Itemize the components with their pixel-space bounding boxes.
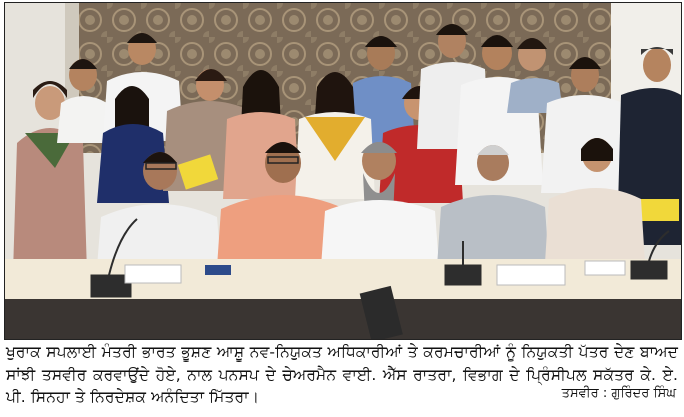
photo-caption: ਖੁਰਾਕ ਸਪਲਾਈ ਮੰਤਰੀ ਭਾਰਤ ਭੂਸ਼ਣ ਆਸ਼ੂ ਨਵ-ਨਿਯੁਕਤ ਅਧਿਕਾਰੀਆਂ ਤੇ ਕਰਮਚਾਰੀਆਂ ਨੂੰ ਨਿਯੁਕਤੀ ਪੱਤਰ ਦੇਣ ਬਾਅਦ ਸਾਂਝੀ ਤਸਵੀਰ ਕਰਵਾਉਂਦੇ ਹੋਏ, ਨਾਲ ਪਨਸਪ ਦੇ ਚੇਅਰਮੈਨ ਵਾਈ. ਐੱਸ ਰਾਤਰਾ, ਵਿਭਾਗ ਦੇ ਪ੍ਰਿੰਸੀਪਲ ਸਕੱਤਰ ਕੇ. ਏ. ਪੀ. ਸਿਨਹਾ ਤੇ ਨਿਰਦੇਸ਼ਕ ਅਨੰਦਿਤਾ ਮਿੱਤਰਾ। (6, 343, 678, 406)
photo-credit: ਤਸਵੀਰ : ਗੁਰਿੰਦਰ ਸਿੰਘ (556, 386, 676, 401)
news-photo (4, 2, 682, 340)
